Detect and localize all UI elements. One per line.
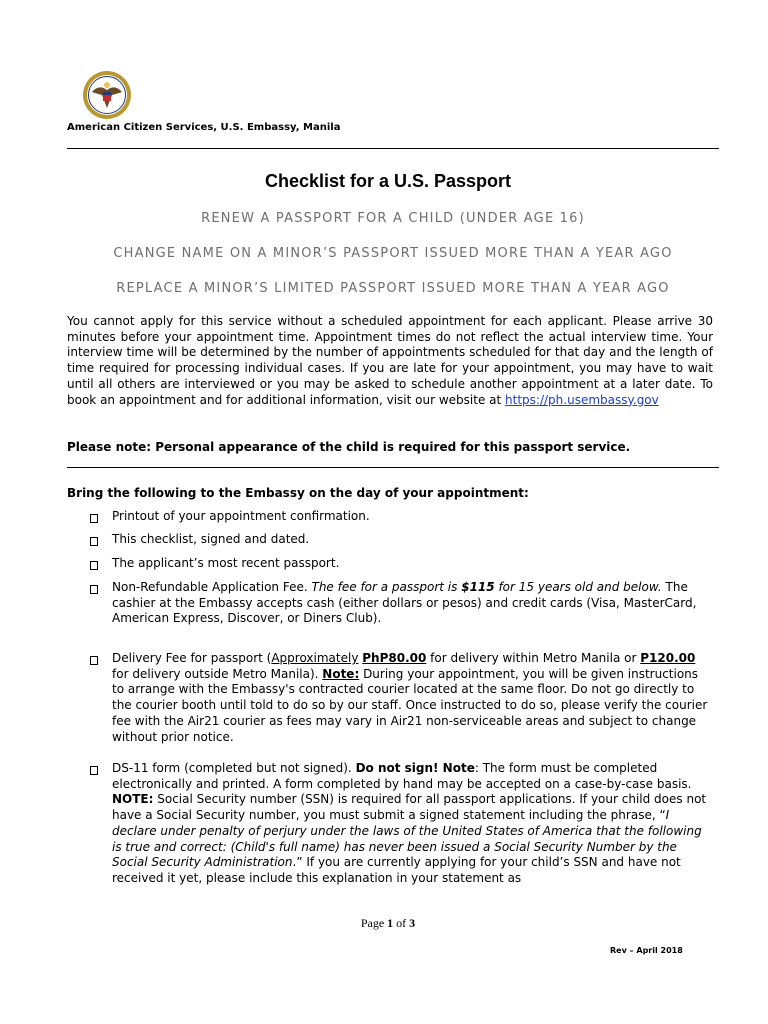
checkbox-5[interactable] (90, 656, 98, 665)
list-item: The applicant’s most recent passport. (112, 556, 340, 570)
organization-name: American Citizen Services, U.S. Embassy, Manila (67, 122, 341, 133)
personal-appearance-note: Please note: Personal appearance of the child is required for this passport service. (67, 440, 631, 454)
section-divider (67, 467, 719, 468)
checkbox-2[interactable] (90, 537, 98, 546)
subtitle-change-name: CHANGE NAME ON A MINOR’S PASSPORT ISSUED MORE THAN A YEAR AGO (113, 246, 673, 261)
list-item: Non-Refundable Application Fee. The fee for a passport is $115 for 15 years old and below. The cashier at the Embassy accepts cash (either dollars or pesos) and credit cards (Visa, MasterCard, American Express, Discover, or Diners Club). (112, 580, 697, 626)
intro-paragraph: You cannot apply for this service without a scheduled appointment for each applicant. Please arrive 30 minutes before your appointment time. Appointment times do not reflect the actual interview time. Your interview time will be determined by the number of appointments scheduled for that day and the length of time required for processing individual cases. If you are late for your appointment, you may have to wait until all others are interviewed or you may be asked to schedule another appointment at a later date. To book an appointment and for additional information, visit our website at https://ph.usembassy.gov (67, 314, 713, 407)
subtitle-replace: REPLACE A MINOR’S LIMITED PASSPORT ISSUED MORE THAN A YEAR AGO (116, 281, 670, 296)
checkbox-3[interactable] (90, 561, 98, 570)
checkbox-1[interactable] (90, 514, 98, 523)
embassy-seal-icon (82, 70, 132, 120)
page-number: Page 1 of 3 (360, 916, 416, 930)
list-item: This checklist, signed and dated. (112, 532, 310, 546)
bring-heading: Bring the following to the Embassy on the day of your appointment: (67, 486, 529, 500)
list-item: Delivery Fee for passport (Approximately PhP80.00 for delivery within Metro Manila or P120.00 for delivery outside Metro Manila). Note: During your appointment, you will be given instructions to arrange with the Embassy's contracted courier located at the same floor. Do not go directly to the courier booth until told to do so by our staff. Once instructed to do so, please verify the courier fee with the Air21 courier as fees may vary in Air21 non-serviceable areas and subject to change without prior notice. (112, 651, 708, 744)
checkbox-4[interactable] (90, 585, 98, 594)
checkbox-6[interactable] (90, 766, 98, 775)
header-divider (67, 148, 719, 149)
subtitle-renew: RENEW A PASSPORT FOR A CHILD (UNDER AGE 16) (201, 211, 585, 226)
list-item: Printout of your appointment confirmation. (112, 509, 370, 523)
list-item: DS-11 form (completed but not signed). Do not sign! Note: The form must be completed electronically and printed. A form completed by hand may be accepted on a case-by-case basis. NOTE: Social Security number (SSN) is required for all passport applications. If your child does not have a Social Security number, you must submit a signed statement including the phrase, “I declare under penalty of perjury under the laws of the United States of America that the following is true and correct: (Child's full name) has never been issued a Social Security Number by the Social Security Administration.” If you are currently applying for your child’s SSN and have not received it yet, please include this explanation in your statement as (112, 761, 707, 885)
page-title: Checklist for a U.S. Passport (264, 171, 512, 191)
revision-label: Rev – April 2018 (610, 946, 683, 955)
embassy-website-link[interactable]: https://ph.usembassy.gov (505, 392, 659, 407)
